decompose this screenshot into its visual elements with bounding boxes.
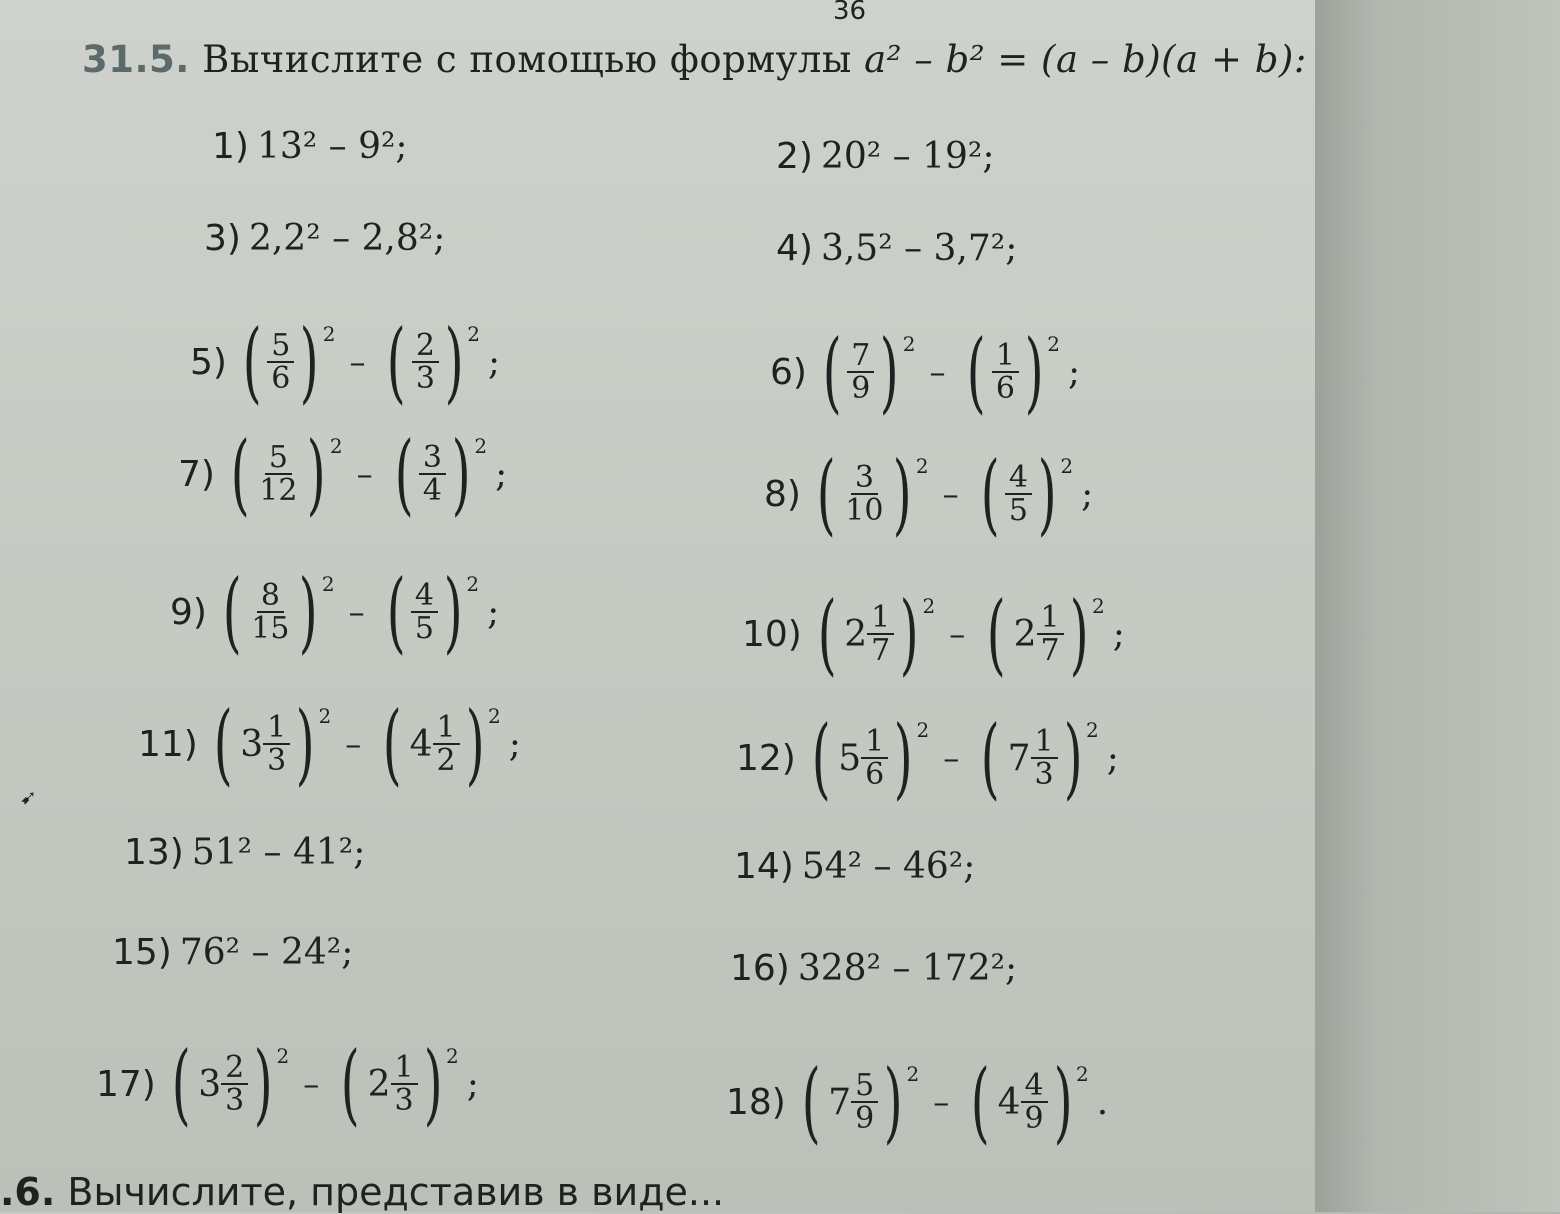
right-paren: )	[299, 560, 319, 663]
numerator: 4	[411, 580, 438, 614]
exercise-header	[82, 38, 1307, 81]
exercise-8	[764, 442, 1094, 545]
exponent: 2	[474, 434, 488, 458]
denominator: 7	[871, 633, 891, 668]
denominator: 5	[414, 611, 434, 646]
left-paren: (	[383, 692, 402, 795]
exercise-label: 8)	[764, 473, 801, 515]
exercise-expression: 328² – 172²;	[797, 948, 1018, 989]
fraction	[1005, 459, 1032, 528]
numerator: 2	[412, 330, 439, 364]
exercise-label: 15)	[112, 932, 172, 973]
end-punctuation: ;	[508, 723, 521, 765]
exercise-16	[730, 948, 1017, 989]
numerator: 1	[1031, 726, 1058, 760]
end-punctuation: ;	[1112, 613, 1125, 655]
exercise-12	[736, 706, 1119, 809]
exponent: 2	[1085, 718, 1099, 742]
whole-part: 5	[838, 737, 862, 779]
exponent: 2	[318, 704, 332, 728]
fraction	[433, 709, 460, 778]
top-number: 36	[833, 0, 867, 26]
numerator: 5	[267, 330, 294, 364]
exercise-4	[776, 228, 1017, 269]
denominator: 3	[1034, 757, 1054, 792]
fraction	[412, 327, 439, 396]
fraction	[847, 337, 874, 406]
numerator: 5	[265, 442, 292, 476]
right-paren: )	[300, 310, 320, 413]
end-punctuation: ;	[1081, 473, 1094, 515]
left-paren: (	[213, 692, 233, 795]
pencil-mark-icon: ➹	[20, 785, 37, 809]
right-paren: )	[295, 692, 315, 795]
left-paren: (	[811, 706, 831, 809]
exercise-label: 12)	[736, 737, 796, 779]
minus-sign: –	[933, 1083, 950, 1121]
book-gutter	[1315, 0, 1560, 1212]
left-paren: (	[967, 320, 987, 423]
exponent: 2	[915, 454, 929, 478]
right-paren: )	[880, 320, 900, 423]
denominator: 9	[1024, 1101, 1044, 1136]
denominator: 4	[422, 473, 442, 508]
left-paren: (	[387, 310, 407, 413]
fraction	[255, 439, 301, 508]
fraction-term	[973, 706, 1090, 809]
left-paren: (	[980, 442, 1000, 545]
right-paren: )	[465, 692, 485, 795]
exercise-14	[734, 846, 975, 887]
whole-part: 2	[844, 613, 868, 655]
exercise-label: 10)	[742, 613, 802, 655]
exercise-7	[178, 422, 508, 525]
left-paren: (	[971, 1050, 990, 1153]
whole-part: 4	[997, 1081, 1021, 1123]
right-paren: )	[893, 706, 913, 809]
end-punctuation: .	[1096, 1081, 1109, 1123]
exercise-label: 1)	[212, 126, 249, 167]
exercise-3	[204, 218, 445, 259]
exercise-9	[170, 560, 500, 663]
exercise-5	[190, 310, 501, 413]
exercise-label: 5)	[190, 341, 227, 383]
fraction-term	[206, 692, 323, 795]
whole-part: 3	[198, 1063, 222, 1105]
exponent: 2	[467, 322, 480, 346]
fraction	[861, 723, 888, 792]
exponent: 2	[916, 718, 930, 742]
denominator: 10	[845, 493, 884, 528]
fraction-term	[375, 692, 492, 795]
right-paren: )	[443, 560, 463, 663]
exponent: 2	[1075, 1062, 1089, 1086]
fraction	[1021, 1067, 1048, 1136]
exercise-1	[212, 126, 408, 167]
right-paren: )	[1063, 706, 1083, 809]
exercise-15	[112, 932, 353, 973]
exercise-expression: 2,2² – 2,8²;	[248, 218, 446, 259]
exercise-label: 16)	[730, 948, 790, 989]
left-paren: (	[341, 1032, 360, 1135]
exercise-expression: 20² – 19²;	[820, 136, 995, 177]
exercise-2	[776, 136, 994, 177]
denominator: 9	[851, 371, 871, 406]
fraction-term	[810, 582, 927, 685]
exercise-label: 9)	[170, 591, 207, 633]
exercise-label: 4)	[776, 228, 813, 269]
exercise-17	[96, 1032, 479, 1135]
right-paren: )	[307, 422, 327, 525]
left-paren: (	[981, 706, 1000, 809]
fraction	[841, 459, 887, 528]
numerator: 3	[851, 462, 878, 496]
fraction	[419, 439, 446, 508]
numerator: 2	[221, 1052, 248, 1086]
fraction	[263, 709, 290, 778]
right-paren: )	[423, 1032, 443, 1135]
denominator: 7	[1040, 633, 1060, 668]
minus-sign: –	[942, 475, 959, 513]
numerator: 8	[257, 580, 284, 614]
right-paren: )	[899, 582, 919, 685]
numerator: 1	[263, 712, 290, 746]
exponent: 2	[321, 572, 335, 596]
exercise-expression: 76² – 24²;	[179, 932, 354, 973]
minus-sign: –	[345, 725, 362, 763]
left-paren: (	[230, 422, 250, 525]
fraction	[1031, 723, 1058, 792]
exercise-expression: 54² – 46²;	[801, 846, 976, 887]
whole-part: 4	[409, 723, 433, 765]
right-paren: )	[444, 310, 464, 413]
numerator: 7	[847, 340, 874, 374]
right-paren: )	[1069, 582, 1089, 685]
denominator: 15	[251, 611, 290, 646]
numerator: 1	[867, 602, 894, 636]
exercise-13	[124, 832, 365, 873]
denominator: 12	[259, 473, 298, 508]
denominator: 3	[415, 361, 435, 396]
fraction-term	[215, 560, 326, 663]
denominator: 3	[225, 1083, 245, 1118]
right-paren: )	[893, 442, 913, 545]
end-punctuation: ;	[1106, 737, 1119, 779]
next-exercise-text: Вычислите, представив в виде...	[67, 1170, 725, 1214]
minus-sign: –	[949, 615, 966, 653]
right-paren: )	[1053, 1050, 1073, 1153]
exercise-number: 31.5.	[82, 38, 190, 81]
whole-part: 7	[1007, 737, 1031, 779]
exponent: 2	[1060, 454, 1074, 478]
fraction-term	[333, 1032, 450, 1135]
fraction	[221, 1049, 248, 1118]
exercise-label: 17)	[96, 1063, 156, 1105]
denominator: 3	[267, 743, 287, 778]
exponent: 2	[276, 1044, 290, 1068]
denominator: 5	[1008, 493, 1028, 528]
left-paren: (	[801, 1050, 821, 1153]
end-punctuation: ;	[487, 341, 501, 383]
exponent: 2	[1091, 594, 1105, 618]
fraction-term	[959, 320, 1051, 423]
numerator: 3	[419, 442, 446, 476]
minus-sign: –	[943, 739, 960, 777]
minus-sign: –	[349, 343, 366, 381]
left-paren: (	[816, 442, 836, 545]
exercise-label: 2)	[776, 136, 813, 177]
fraction-term	[379, 560, 471, 663]
left-paren: (	[394, 422, 414, 525]
denominator: 3	[394, 1083, 414, 1118]
fraction-term	[973, 442, 1065, 545]
fraction	[411, 577, 438, 646]
numerator: 1	[1037, 602, 1064, 636]
fraction-term	[223, 422, 334, 525]
fraction-term	[164, 1032, 281, 1135]
end-punctuation: ;	[487, 591, 500, 633]
exercise-label: 11)	[138, 723, 198, 765]
left-paren: (	[987, 582, 1006, 685]
fraction-term	[804, 706, 921, 809]
exercise-formula: a² – b² = (a – b)(a + b):	[864, 38, 1307, 81]
fraction	[992, 337, 1019, 406]
end-punctuation: ;	[1067, 351, 1081, 393]
exponent: 2	[1047, 332, 1060, 356]
exercise-instruction: Вычислите с помощью формулы	[202, 38, 852, 81]
fraction-term	[387, 422, 479, 525]
numerator: 1	[992, 340, 1019, 374]
numerator: 5	[851, 1070, 878, 1104]
exercise-11	[138, 692, 521, 795]
exercise-label: 7)	[178, 453, 215, 495]
exercise-6	[770, 320, 1081, 423]
exponent: 2	[906, 1062, 920, 1086]
next-exercise-header	[0, 1170, 724, 1214]
minus-sign: –	[303, 1065, 320, 1103]
fraction-term	[963, 1050, 1080, 1153]
left-paren: (	[171, 1032, 191, 1135]
fraction-term	[809, 442, 920, 545]
exercise-18	[726, 1050, 1109, 1153]
right-paren: )	[1024, 320, 1044, 423]
fraction	[1037, 599, 1064, 668]
left-paren: (	[817, 582, 837, 685]
exercise-10	[742, 582, 1125, 685]
left-paren: (	[822, 320, 842, 423]
exponent: 2	[322, 322, 336, 346]
exercise-label: 6)	[770, 351, 807, 393]
exercise-expression: 13² – 9²;	[256, 126, 408, 167]
denominator: 6	[865, 757, 885, 792]
fraction	[391, 1049, 418, 1118]
exercise-label: 13)	[124, 832, 184, 873]
whole-part: 7	[828, 1081, 852, 1123]
numerator: 4	[1005, 462, 1032, 496]
exponent: 2	[487, 704, 501, 728]
exercise-label: 14)	[734, 846, 794, 887]
exercise-label: 3)	[204, 218, 241, 259]
fraction	[851, 1067, 878, 1136]
fraction	[867, 599, 894, 668]
exercise-expression: 3,5² – 3,7²;	[820, 228, 1018, 269]
exercise-label: 18)	[726, 1081, 786, 1123]
left-paren: (	[242, 310, 262, 413]
right-paren: )	[883, 1050, 903, 1153]
right-paren: )	[451, 422, 471, 525]
exponent: 2	[329, 434, 343, 458]
denominator: 6	[995, 371, 1015, 406]
numerator: 1	[391, 1052, 418, 1086]
numerator: 1	[433, 712, 460, 746]
fraction-term	[815, 320, 907, 423]
right-paren: )	[1037, 442, 1057, 545]
exponent: 2	[902, 332, 916, 356]
minus-sign: –	[348, 593, 365, 631]
fraction-term	[235, 310, 327, 413]
end-punctuation: ;	[495, 453, 508, 495]
whole-part: 2	[1013, 613, 1037, 655]
left-paren: (	[386, 560, 406, 663]
minus-sign: –	[929, 353, 946, 391]
fraction-term	[979, 582, 1096, 685]
whole-part: 2	[367, 1063, 391, 1105]
right-paren: )	[253, 1032, 273, 1135]
left-paren: (	[222, 560, 242, 663]
whole-part: 3	[240, 723, 264, 765]
fraction-term	[794, 1050, 911, 1153]
end-punctuation: ;	[466, 1063, 479, 1105]
fraction	[267, 327, 294, 396]
fraction	[247, 577, 293, 646]
exponent: 2	[922, 594, 936, 618]
next-exercise-number: .6.	[0, 1170, 56, 1214]
numerator: 4	[1021, 1070, 1048, 1104]
denominator: 2	[436, 743, 456, 778]
numerator: 1	[861, 726, 888, 760]
exponent: 2	[445, 1044, 459, 1068]
denominator: 9	[855, 1101, 875, 1136]
exercise-expression: 51² – 41²;	[191, 832, 366, 873]
denominator: 6	[271, 361, 291, 396]
exponent: 2	[466, 572, 480, 596]
minus-sign: –	[356, 455, 373, 493]
fraction-term	[379, 310, 471, 413]
